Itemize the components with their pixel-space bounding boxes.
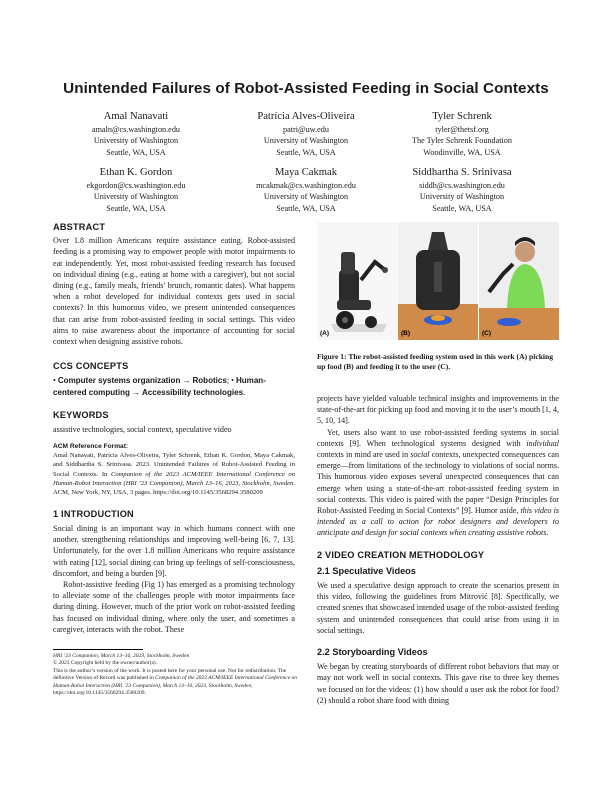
author-affiliation: University of Washington [93,192,179,202]
figure-panel-b [398,222,478,340]
abstract-text: Over 1.8 million Americans require assistance eating. Robot-assisted feeding is a promising way to empower people with motor impairments to eat independently. Yet, most robot-assisted feeding research has focused on individual dining (e.g., eating at home with a caregiver), but not social dining (e.g., family meals, friends’ brunch, romantic dates). What happens when a robot developed for individual contexts gets used in social contexts? In this humorous video, we present unintended consequences that can arise from robot-assisted feeding in social settings. This video aims to raise awareness about the importance of accounting for social context when designing assistive robots. [53,236,295,347]
intro-paragraph-2: Robot-assistive feeding (Fig 1) has emerged as a promising technology to alleviate some of the challenges people with motor impairments face during dining. However, much of the prior work on robot-assisted feeding has focused on individual dining, where only the user, and sometimes a caregiver, interacts with the robot. These [53,580,295,634]
acm-reference [53,442,295,497]
right-paragraph-2-text-c: contexts, unexpected consequences can emerge—from limitations of the technology to violations of social norms. This humorous video exposes several unexpected consequences that can emerge when using a state-of-the-art robot-assisted feeding system in social contexts. This video is paired with the paper “Design Principles for Robot-Assisted Feeding in Social Contexts” [9]. Humor aside, [317,450,559,516]
acm-reference-authors: Amal Nanavati, Patrícia Alves-Oliveira, Tyler Schrenk, Ethan K. Gordon, Maya Cakmak, and Siddhartha S. Srinivasa. 2023. Unintended Failures of Robot-Assisted Feeding in Social Contexts. In [53,452,295,478]
right-column [317,393,559,706]
right-paragraph-2-text-a: Yet, users also want to use robot-assisted feeding systems in social contexts [9]. When technological systems designed with [317,427,559,448]
acm-reference-venue: Companion of the 2023 ACM/IEEE International Conference on Human-Robot Interaction (HRI ’23 Companion), March 13–16, 2023, Stockholm, Sweden. [53,470,295,487]
section-2-1-text: We used a speculative design approach to create the scenarios present in this video, following the guidelines from Mitrović [8]. Specifically, we created scenes that showcased intended usage of the robot-assisted feeding system and unintended consequences that could arise from using it in social settings. [317,581,559,635]
panel-label-b: (B) [401,330,411,337]
right-paragraph-2-italic-2: social [410,450,430,460]
figure-panel-c [479,222,559,340]
panel-label-a: (A) [320,330,330,337]
right-paragraph-1: projects have yielded valuable technical insights and improvements in the state-of-the-art for picking up food and moving it to the user’s mouth [1, 4, 5, 10, 14]. [317,394,559,426]
author-name: Ethan K. Gordon [99,167,173,178]
intro-heading: 1 INTRODUCTION [53,508,134,519]
section-2-2-text: We began by creating storyboards of different robot behaviors that may or may not work well in social contexts. This gave rise to three key themes we focused on for the videos: (1) how should a user ask the robot for food? (2) should a robot share food with dining [317,662,560,705]
author-location: Woodinville, WA, USA [423,147,501,157]
acm-reference-heading: ACM Reference Format: [53,443,129,451]
ccs-arrow: → [129,387,142,397]
footnote-note-doi: , https://doi.org/10.1145/3568294.3580209. [53,682,253,697]
ccs-concept-2: Robotics [192,376,227,386]
abstract-heading: ABSTRACT [53,222,106,232]
author-card [216,110,396,158]
intro-paragraph-1: Social dining is an important way in which humans connect with one another, strengthening relationships and improving well-being [6, 7, 13]. Unfortunately, for the over 1.8 million Americans who require assistance with eating [12], social dining can bring up feelings of self-consciousness, discomfort, and being a burden [9]. [53,524,295,578]
author-affiliation: University of Washington [419,192,505,202]
author-email: ekgordon@cs.washington.edu [86,181,186,190]
right-paragraph-2-italic-3: this video is intended as a call to action for robot designers and developers to anticipate and design for social contexts when creating assistive robots. [317,506,560,538]
footnote-note-venue: Companion of the 2023 ACM/IEEE International Conference on Human-Robot Interaction (HRI ’23 Companion), March 13–16, 2023, Stockholm, Sweden [53,675,298,689]
author-location: Seattle, WA, USA [106,147,166,157]
author-email: amaln@cs.washington.edu [91,125,181,134]
panel-label-c: (C) [482,330,492,337]
ccs-concepts [53,375,295,397]
author-email: patri@uw.edu [283,125,329,134]
footnote-note [53,668,297,696]
section-2-2-heading: 2.2 Storyboarding Videos [317,647,428,658]
section-2-heading: 2 VIDEO CREATION METHODOLOGY [317,549,485,560]
ccs-end: . [243,387,246,397]
author-card [46,166,226,214]
author-card [372,166,552,214]
author-card [372,110,552,158]
figure-panel-a [317,222,397,340]
figure-1 [317,222,559,340]
author-name: Amal Nanavati [103,111,169,122]
author-location: Seattle, WA, USA [106,203,166,213]
footnote-note-text: This is the author’s version of the work. It is posted here for your personal use. Not for redistribution. The definitive Version of Record was published in [53,667,287,682]
author-location: Seattle, WA, USA [276,147,336,157]
wheelchair-robot-image [317,222,397,340]
keywords-text: assistive technologies, social context, speculative video [53,425,232,435]
author-location: Seattle, WA, USA [432,203,492,213]
author-affiliation: The Tyler Schrenk Foundation [411,136,512,146]
author-affiliation: University of Washington [93,136,179,146]
footnote [53,653,297,697]
footnote-venue: HRI ’23 Companion, March 13–16, 2023, Stockholm, Sweden [53,653,190,659]
author-name: Tyler Schrenk [432,111,492,122]
figure-caption: Figure 1: The robot-assisted feeding system used in this work (A) picking up food (B) and feeding it to the user (C). [317,352,554,372]
author-affiliation: University of Washington [263,136,349,146]
robot-picking-food-image [398,222,478,340]
author-affiliation: University of Washington [263,192,349,202]
author-card [46,110,226,158]
footnote-rule [53,649,143,650]
footnote-copyright: © 2023 Copyright held by the owner/author(s). [53,660,157,667]
ccs-concept-4: Accessibility technologies [141,387,244,397]
author-email: mcakmak@cs.washington.edu [256,181,356,190]
author-email: tyler@thetsf.org [435,125,489,134]
left-column [53,222,295,635]
robot-feeding-user-image [479,222,559,340]
author-name: Maya Cakmak [274,167,338,178]
ccs-bullet: • [53,376,56,386]
author-card [216,166,396,214]
right-paragraph-2-italic-1: individual [526,438,559,448]
section-2-1-heading: 2.1 Speculative Videos [317,565,416,576]
author-name: Siddhartha S. Srinivasa [412,167,512,178]
ccs-concept-3: Human-centered computing [53,376,266,397]
ccs-separator: ; • [226,376,236,386]
ccs-arrow: → [180,376,193,386]
ccs-concept-1: Computer systems organization [57,376,181,386]
right-paragraph-2 [317,427,559,539]
paper-title: Unintended Failures of Robot-Assisted Feeding in Social Contexts [63,80,549,97]
keywords-heading: KEYWORDS [53,409,109,420]
right-paragraph-2-text-b: contexts in mind are used in [317,450,411,460]
author-name: Patrícia Alves-Oliveira [257,111,355,122]
author-location: Seattle, WA, USA [276,203,336,213]
acm-reference-doi: ACM, New York, NY, USA, 3 pages. https://doi.org/10.1145/3568294.3580209 [53,488,263,496]
author-email: siddh@cs.washington.edu [419,181,505,190]
ccs-heading: CCS CONCEPTS [53,361,129,372]
